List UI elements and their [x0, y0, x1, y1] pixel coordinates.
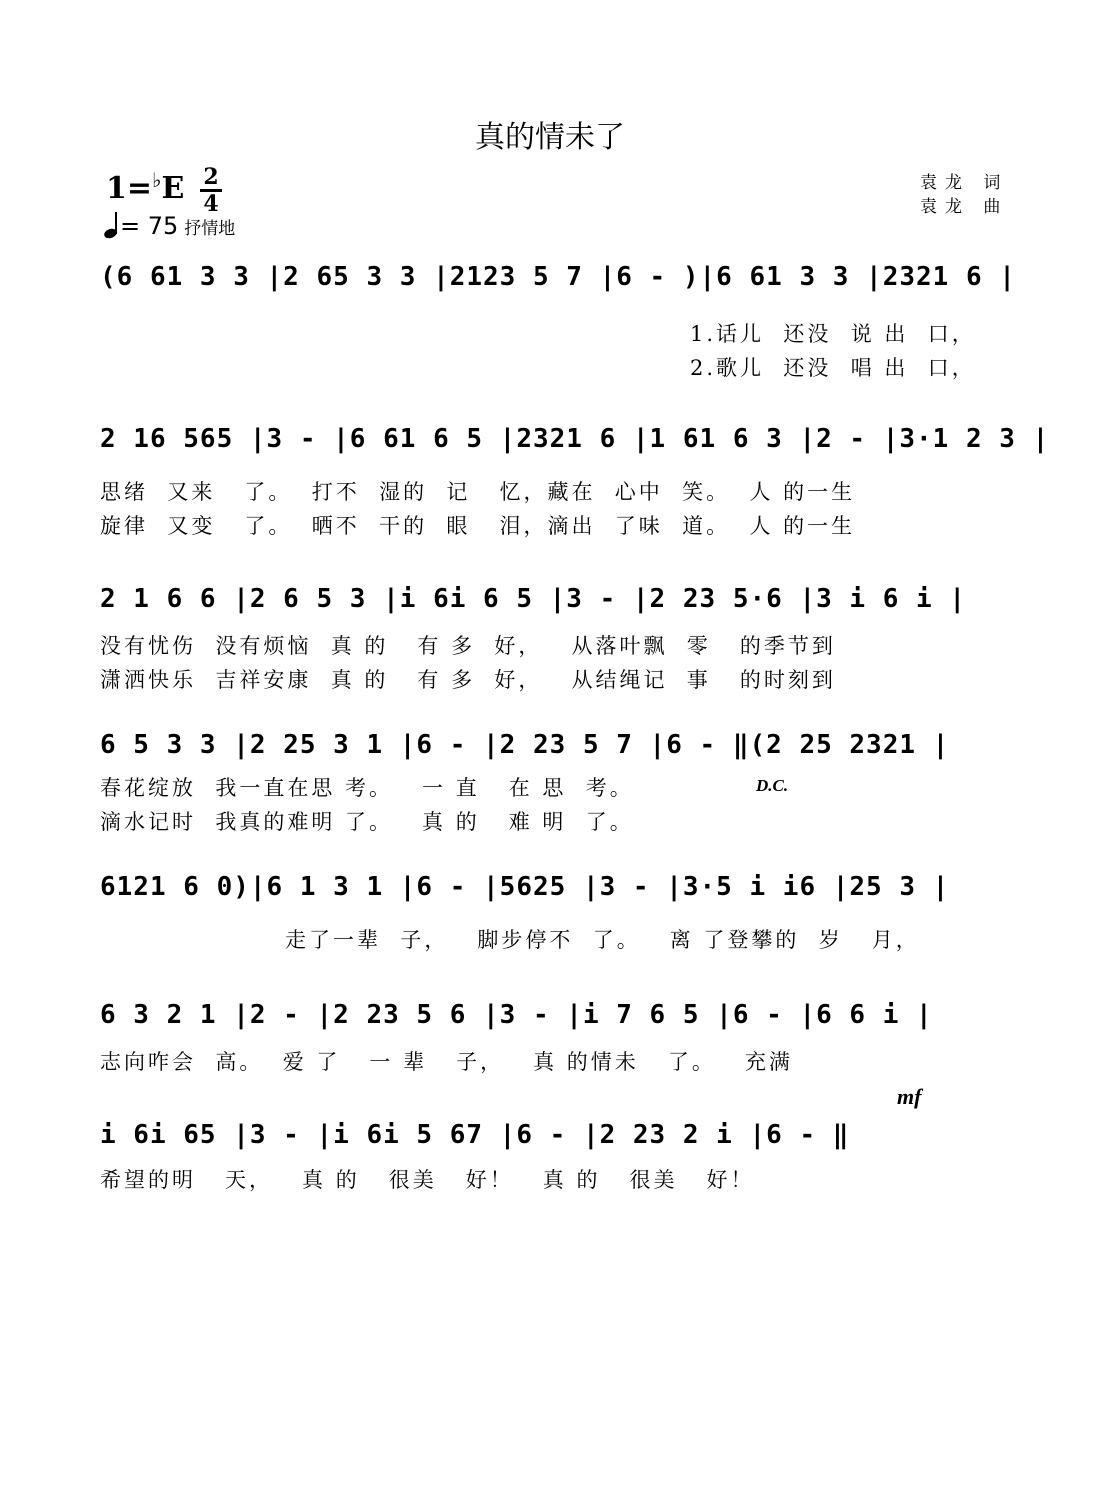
lyric-line-3-verse-2: 潇洒快乐 吉祥安康 真 的 有 多 好， 从结绳记 事 的时刻到	[100, 668, 836, 692]
quarter-note-icon	[104, 212, 120, 238]
score-line-1: (6 61 3 3 |2 65 3 3 |2123 5 7 |6 - )|6 61 3 3 |2321 6 |	[100, 262, 1016, 292]
lyric-line-1-verse-2: 2.歌儿 还没 唱 出 口，	[690, 356, 976, 380]
lyric-line-6: 志向咋会 高。 爱 了 一 辈 子， 真 的情未 了。 充满	[100, 1050, 793, 1074]
score-line-7: i 6i 65 |3 - |i 6i 5 67 |6 - |2 23 2 i |6 - ‖	[100, 1120, 850, 1150]
key-signature: 1=♭E	[106, 168, 185, 206]
lyric-line-2-verse-1: 思绪 又来 了。 打不 湿的 记 忆，藏在 心中 笑。 人 的一生	[100, 480, 856, 504]
lyric-line-5: 走了一辈 子， 脚步停不 了。 离 了登攀的 岁 月，	[285, 928, 920, 952]
da-capo-marking: D.C.	[756, 776, 789, 795]
lyricist-credit: 袁龙 词	[920, 173, 1009, 193]
lyric-line-4-verse-2: 滴水记时 我真的难明 了。 真 的 难 明 了。	[100, 810, 634, 834]
lyric-line-7: 希望的明 天， 真 的 很美 好！ 真 的 很美 好！	[100, 1168, 755, 1192]
lyric-line-4-verse-1: 春花绽放 我一直在思 考。 一 直 在 思 考。	[100, 776, 634, 800]
score-line-4: 6 5 3 3 |2 25 3 1 |6 - |2 23 5 7 |6 - ‖(2 25 2321 |	[100, 730, 950, 760]
lyric-line-3-verse-1: 没有忧伤 没有烦恼 真 的 有 多 好， 从落叶飘 零 的季节到	[100, 634, 836, 658]
dynamic-mf-marking: mf	[897, 1084, 922, 1109]
lyric-line-2-verse-2: 旋律 又变 了。 晒不 干的 眼 泪，滴出 了味 道。 人 的一生	[100, 514, 856, 538]
tempo-marking: = 75 抒情地	[104, 212, 235, 240]
composer-credit: 袁龙 曲	[920, 197, 1009, 217]
score-line-6: 6 3 2 1 |2 - |2 23 5 6 |3 - |i 7 6 5 |6 - |6 6 i |	[100, 1000, 933, 1030]
score-title: 真的情未了	[475, 120, 625, 155]
lyric-line-1-verse-1: 1.话儿 还没 说 出 口，	[690, 322, 976, 346]
expression-marking: 抒情地	[184, 219, 236, 239]
score-line-5: 6121 6 0)|6 1 3 1 |6 - |5625 |3 - |3·5 i i6 |25 3 |	[100, 872, 950, 902]
time-signature: 2 4	[200, 166, 222, 215]
score-line-2: 2 16 565 |3 - |6 61 6 5 |2321 6 |1 61 6 3 |2 - |3·1 2 3 |	[100, 424, 1050, 454]
score-line-3: 2 1 6 6 |2 6 5 3 |i 6i 6 5 |3 - |2 23 5·6 |3 i 6 i |	[100, 584, 966, 614]
